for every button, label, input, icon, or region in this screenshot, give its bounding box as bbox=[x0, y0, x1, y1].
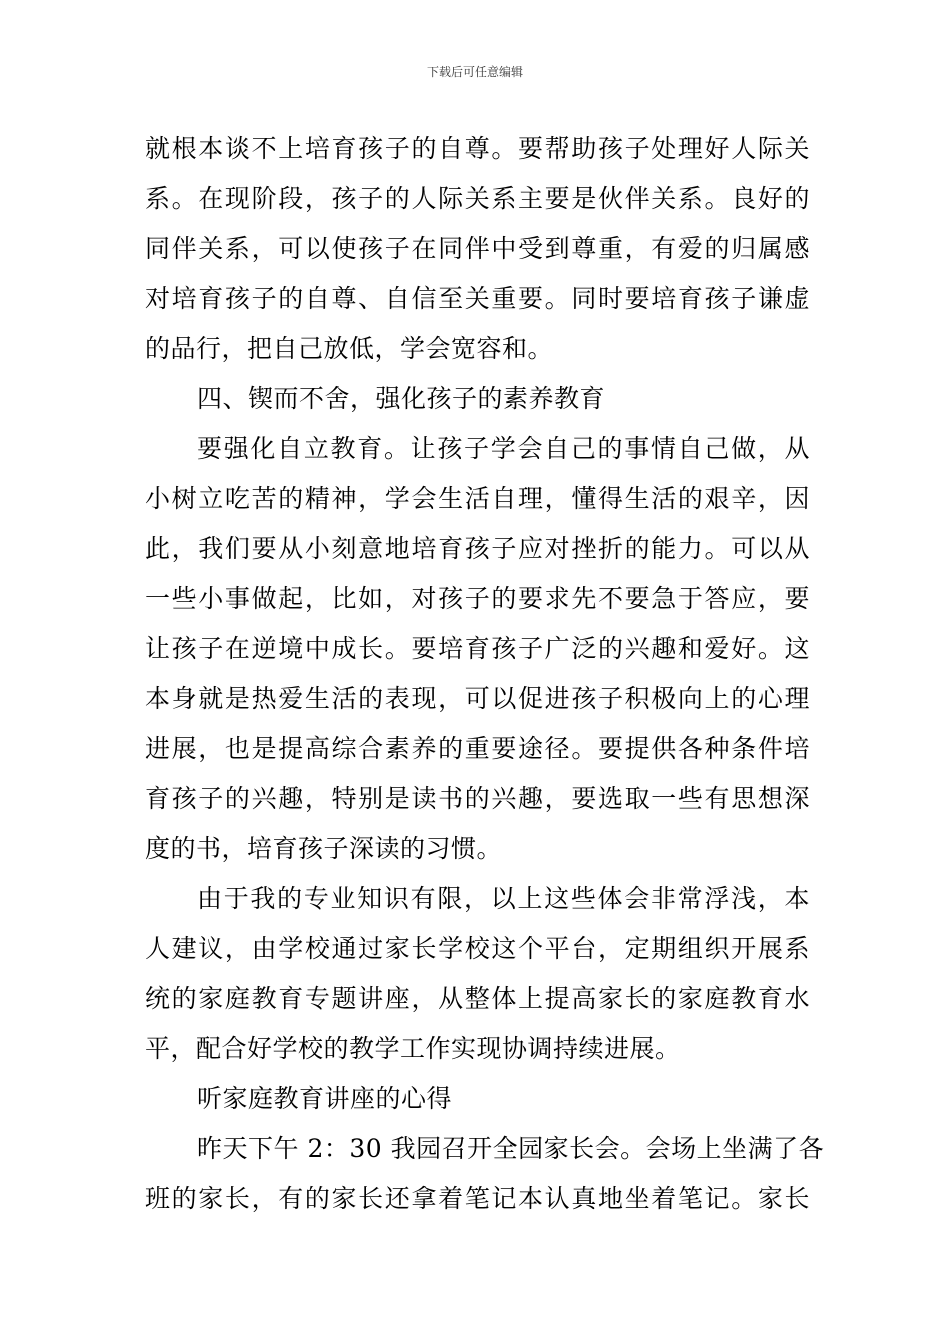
text-line: 进展，也是提高综合素养的重要途径。要提供各种条件培 bbox=[145, 734, 810, 763]
text-line: 让孩子在逆境中成长。要培育孩子广泛的兴趣和爱好。这 bbox=[145, 634, 810, 663]
text-line: 班的家长，有的家长还拿着笔记本认真地坐着笔记。家长 bbox=[145, 1184, 810, 1213]
text-line: 育孩子的兴趣，特别是读书的兴趣，要选取一些有思想深 bbox=[145, 784, 810, 813]
text-line: 平，配合好学校的教学工作实现协调持续进展。 bbox=[145, 1034, 681, 1063]
page-header: 下载后可任意编辑 bbox=[426, 65, 523, 79]
text-line: 本身就是热爱生活的表现，可以促进孩子积极向上的心理 bbox=[145, 684, 810, 713]
text-line: 系。在现阶段，孩子的人际关系主要是伙伴关系。良好的 bbox=[145, 184, 810, 213]
text-line: 同伴关系，可以使孩子在同伴中受到尊重，有爱的归属感 bbox=[145, 234, 810, 263]
text-line: 听家庭教育讲座的心得 bbox=[197, 1084, 453, 1113]
text-line: 的品行，把自己放低，学会宽容和。 bbox=[145, 334, 554, 363]
text-line: 对培育孩子的自尊、自信至关重要。同时要培育孩子谦虚 bbox=[145, 284, 810, 313]
text-line: 就根本谈不上培育孩子的自尊。要帮助孩子处理好人际关 bbox=[145, 134, 810, 163]
text-line: 要强化自立教育。让孩子学会自己的事情自己做，从 bbox=[197, 434, 810, 463]
text-line: 人建议，由学校通过家长学校这个平台，定期组织开展系 bbox=[145, 934, 810, 963]
document-body bbox=[145, 124, 825, 1224]
text-line: 四、锲而不舍，强化孩子的素养教育 bbox=[197, 384, 606, 413]
text-line: 昨天下午 2：30 我园召开全园家长会。会场上坐满了各 bbox=[197, 1134, 825, 1163]
text-line: 一些小事做起，比如，对孩子的要求先不要急于答应，要 bbox=[145, 584, 810, 613]
text-line: 小树立吃苦的精神，学会生活自理，懂得生活的艰辛，因 bbox=[145, 484, 810, 513]
text-line: 统的家庭教育专题讲座，从整体上提高家长的家庭教育水 bbox=[145, 984, 810, 1013]
text-line: 由于我的专业知识有限，以上这些体会非常浮浅，本 bbox=[197, 884, 810, 913]
text-line: 此，我们要从小刻意地培育孩子应对挫折的能力。可以从 bbox=[145, 534, 810, 563]
text-line: 度的书，培育孩子深读的习惯。 bbox=[145, 834, 503, 863]
